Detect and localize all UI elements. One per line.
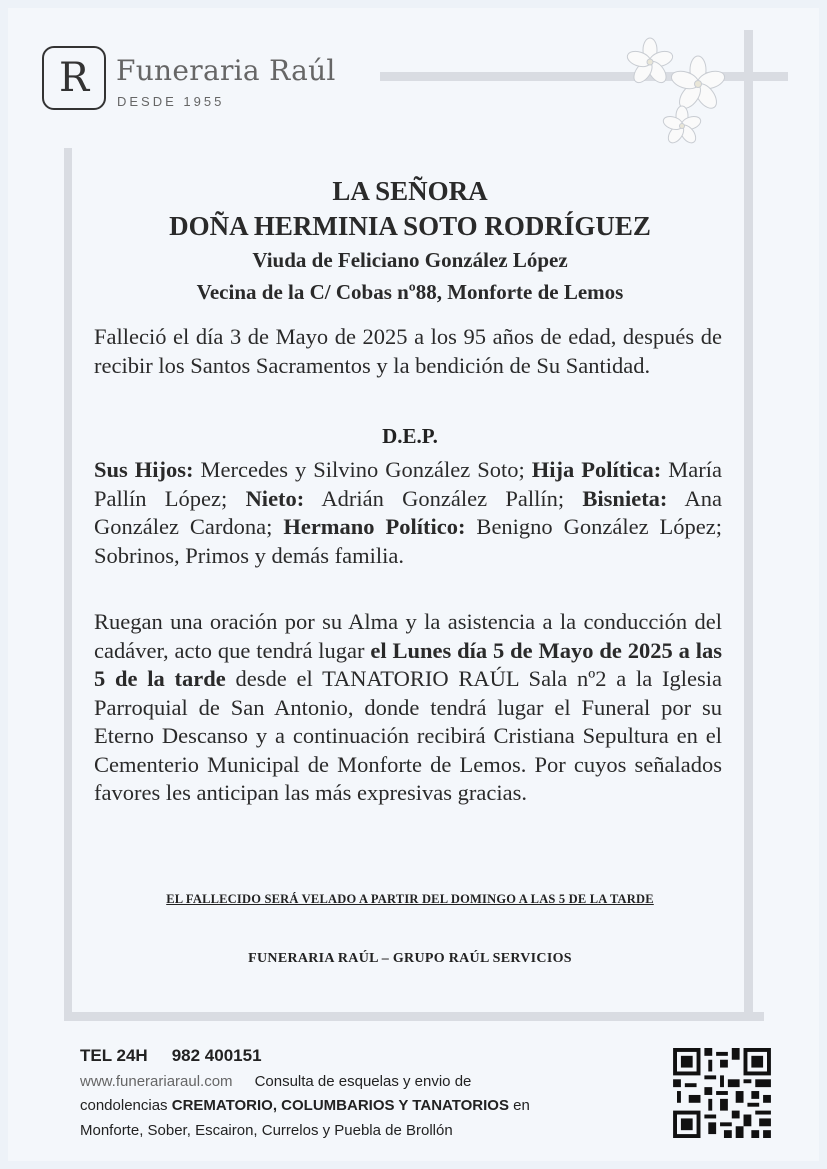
family-value-hija-politica: María Pallín López; <box>94 457 722 511</box>
family-value-hermano: Benigno González López; Sobrinos, Primos y demás familia. <box>94 514 722 568</box>
ceremony-rest: desde el TANATORIO RAÚL Sala nº2 a la Iglesia Parroquial de San Antonio, donde tendrá lugar el Funeral por su Eterno Descanso y a continuación recibirá Cristiana Sepultura en el Cementerio Municipal de Monforte de Lemos. Por cuyos señalados favores les anticipan las más expresivas gracias. <box>94 666 723 805</box>
footer-phone <box>80 1046 286 1066</box>
family-label-hija-politica: Hija Política: <box>531 457 662 482</box>
footer-text-c: en <box>508 1097 530 1114</box>
family-label-hermano: Hermano Político: <box>283 514 466 539</box>
dep-heading: D.E.P. <box>382 424 438 448</box>
footer-line3: Monforte, Sober, Escairon, Currelos y Puebla de Brollón <box>80 1122 453 1139</box>
family-label-bisnieta: Bisnieta: <box>582 485 668 511</box>
family-value-nieto: Adrián González Pallín; <box>304 485 583 511</box>
frame-left-line <box>64 148 72 1018</box>
ceremony-paragraph <box>94 608 722 808</box>
notice-subtitle-line2: Vecina de la C/ Cobas nº88, Monforte de Lemos <box>196 280 624 304</box>
footer-text-a: Consulta de esquelas y envio de <box>254 1073 472 1090</box>
brand-since: DESDE 1955 <box>117 94 225 109</box>
ceremony-date: el Lunes día 5 de Mayo de 2025 a las 5 de la tarde <box>94 637 722 691</box>
frame-bottom-line <box>64 1012 764 1021</box>
family-paragraph <box>94 456 722 570</box>
family-value-hijos: Mercedes y Silvino González Soto; <box>193 457 532 482</box>
footer-line2 <box>80 1097 530 1114</box>
footer-line1 <box>80 1073 471 1090</box>
qr-code-icon[interactable] <box>673 1048 771 1138</box>
company-line: FUNERARIA RAÚL – GRUPO RAÚL SERVICIOS <box>248 951 572 966</box>
death-paragraph: Falleció el día 3 de Mayo de 2025 a los 95 años de edad, después de recibir los Santos Sacramentos y la bendición de Su Santidad. <box>94 324 722 378</box>
brand-name: Funeraria Raúl <box>116 54 336 87</box>
footer-services: CREMATORIO, COLUMBARIOS Y TANATORIOS <box>171 1097 509 1114</box>
tel-number: 982 400151 <box>171 1046 262 1065</box>
footer-text-b: condolencias <box>80 1097 172 1114</box>
ceremony-intro: Ruegan una oración por su Alma y la asistencia a la conducción del cadáver, acto que tendrá lugar <box>94 609 722 663</box>
vigil-note: EL FALLECIDO SERÁ VELADO A PARTIR DEL DOMINGO A LAS 5 DE LA TARDE <box>166 892 654 906</box>
notice-title-line1: LA SEÑORA <box>332 176 488 206</box>
notice-title-line2: DOÑA HERMINIA SOTO RODRÍGUEZ <box>169 211 651 241</box>
tel-label: TEL 24H <box>80 1046 148 1065</box>
family-label-nieto: Nieto: <box>245 485 305 511</box>
flower-decoration-icon <box>620 34 740 154</box>
notice-subtitle-line1: Viuda de Feliciano González López <box>252 248 568 272</box>
logo-letter: R <box>58 55 90 101</box>
website-link[interactable]: www.funerariaraul.com <box>80 1073 233 1090</box>
family-value-bisnieta: Ana González Cardona; <box>94 485 722 539</box>
family-label-hijos: Sus Hijos: <box>94 457 194 482</box>
brand-logo <box>42 46 106 110</box>
